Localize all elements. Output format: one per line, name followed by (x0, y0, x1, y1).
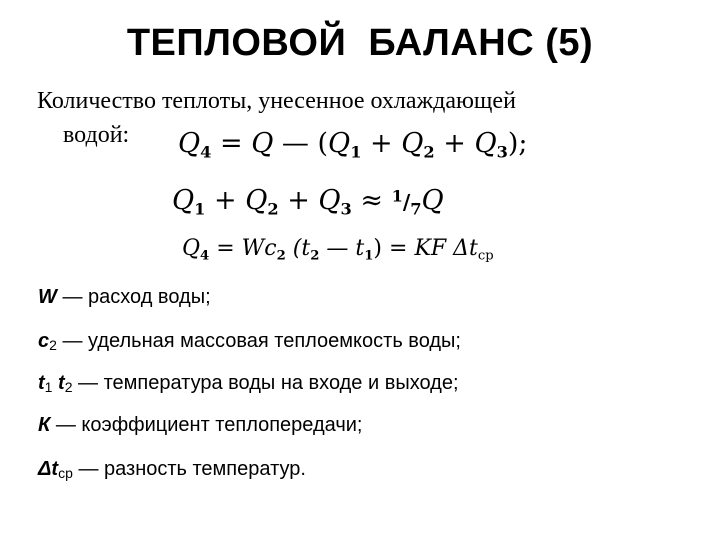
definition-text: — коэффициент теплопередачи; (50, 414, 363, 436)
formula-heat-removed: $Q_4 = Q$ — $(Q_1 + Q_2 + Q_3)$; (178, 128, 528, 162)
symbol-delta-t: Δt (38, 458, 59, 480)
formula-heat-transfer: $Q_4 = Wc_2$ ($t_2$ — $t_1$) = KF $\Delta t_{ср}$ (182, 236, 494, 264)
definition-text: — удельная массовая теплоемкость воды; (56, 330, 461, 352)
definition-t1-t2: $t_1$ $t_2$ — температура воды на входе и выходе; (38, 372, 459, 395)
definition-c2: $с_2$ — удельная массовая теплоемкость воды; (38, 330, 461, 353)
definition-w (38, 286, 211, 309)
formula-heat-losses-approx: $Q_1 + Q_2 + Q_3 \approx ^1/_7Q$ (172, 185, 444, 219)
symbol-t1: t (38, 372, 45, 394)
symbol-t2: t (58, 372, 65, 394)
definition-text: — температура воды на входе и выходе; (72, 372, 459, 394)
definition-delta-t: $\Delta t_{ср}$ — разность температур. (38, 458, 306, 481)
symbol-c: с (38, 330, 50, 352)
symbol-w: W (38, 286, 57, 308)
slide-title: ТЕПЛОВОЙ БАЛАНС (5) (126, 22, 594, 64)
intro-text-line1: Количество теплоты, унесенное охлаждающей (37, 88, 516, 114)
intro-text-line2: водой: (63, 122, 130, 148)
symbol-k: К (38, 414, 51, 436)
definition-k (38, 414, 362, 437)
definition-text: — расход воды; (56, 286, 211, 308)
definition-text: — разность температур. (72, 458, 306, 480)
